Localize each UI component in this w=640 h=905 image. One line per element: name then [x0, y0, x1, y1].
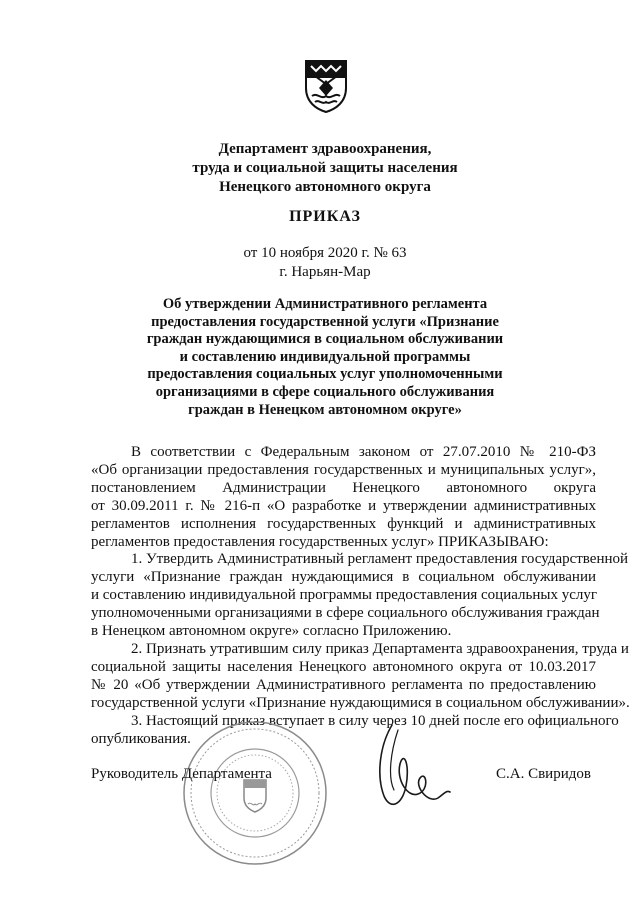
text-line: в Ненецком автономном округе» согласно Приложению.	[91, 623, 452, 640]
text-line: 1. Утвердить Административный регламент предоставления государственной	[131, 551, 629, 568]
text-line: «Об организации предоставления государственных и муниципальных услуг»,	[91, 461, 596, 478]
text-line: В соответствии с Федеральным законом от 27.07.2010 № 210-ФЗ	[131, 444, 596, 460]
text-line: регламентов исполнения государственных функций и административных	[91, 515, 596, 532]
order-subject	[60, 296, 590, 419]
subject-line: граждан нуждающимися в социальном обслуживании	[146, 331, 504, 348]
text-line: 3. Настоящий приказ вступает в силу через 10 дней после его официального	[131, 712, 619, 729]
order-body	[91, 444, 630, 748]
official-seal-icon	[180, 718, 330, 868]
preamble-paragraph	[91, 444, 596, 551]
order-date-number: от 10 ноября 2020 г. № 63	[243, 245, 407, 261]
subject-line: предоставления государственной услуги «Признание	[151, 313, 499, 330]
subject-line: и составлению индивидуальной программы	[179, 348, 471, 365]
item-3-paragraph	[91, 712, 619, 749]
item-2-paragraph	[91, 640, 630, 713]
text-line: постановлением Администрации Ненецкого автономного округа	[91, 479, 596, 496]
text-line: от 30.09.2011 г. № 216-п «О разработке и утверждении административных	[91, 497, 596, 514]
date-and-place	[60, 244, 590, 282]
text-line: социальной защиты населения Ненецкого автономного округа от 10.03.2017	[91, 658, 596, 675]
document-title: ПРИКАЗ	[289, 208, 361, 225]
text-line: 2. Признать утратившим силу приказ Департамента здравоохранения, труда и	[131, 640, 629, 657]
subject-line: Об утверждении Административного регламента	[162, 296, 488, 312]
item-1-paragraph	[91, 551, 629, 641]
nao-coat-of-arms-icon	[303, 58, 349, 114]
signatory-position: Руководитель Департамента	[91, 766, 272, 782]
department-name	[60, 140, 590, 197]
text-line: № 20 «Об утверждении Административного регламента по предоставлению	[91, 676, 596, 693]
signatory-name: С.А. Свиридов	[496, 766, 591, 782]
text-line: уполномоченными организациями в сфере социального обслуживания граждан	[91, 605, 600, 622]
text-line: регламентов предоставления государственных услуг» ПРИКАЗЫВАЮ:	[91, 533, 549, 550]
handwritten-signature-icon	[370, 720, 460, 815]
subject-line: организациями в сфере социального обслуживания	[155, 383, 495, 400]
text-line: и составлению индивидуальной программы предоставления социальных услуг	[91, 587, 597, 604]
text-line: опубликования.	[91, 730, 191, 747]
text-line: государственной услуги «Признание нуждающимися в социальном обслуживании».	[91, 694, 630, 711]
department-line: Ненецкого автономного округа	[219, 179, 431, 195]
department-line: труда и социальной защиты населения	[192, 160, 458, 176]
order-city: г. Нарьян-Мар	[279, 264, 371, 280]
department-line: Департамент здравоохранения,	[218, 141, 432, 157]
subject-line: граждан в Ненецком автономном округе»	[188, 401, 462, 418]
subject-line: предоставления социальных услуг уполномоченными	[147, 366, 503, 383]
text-line: услуги «Признание граждан нуждающимися в социальном обслуживании	[91, 569, 596, 586]
